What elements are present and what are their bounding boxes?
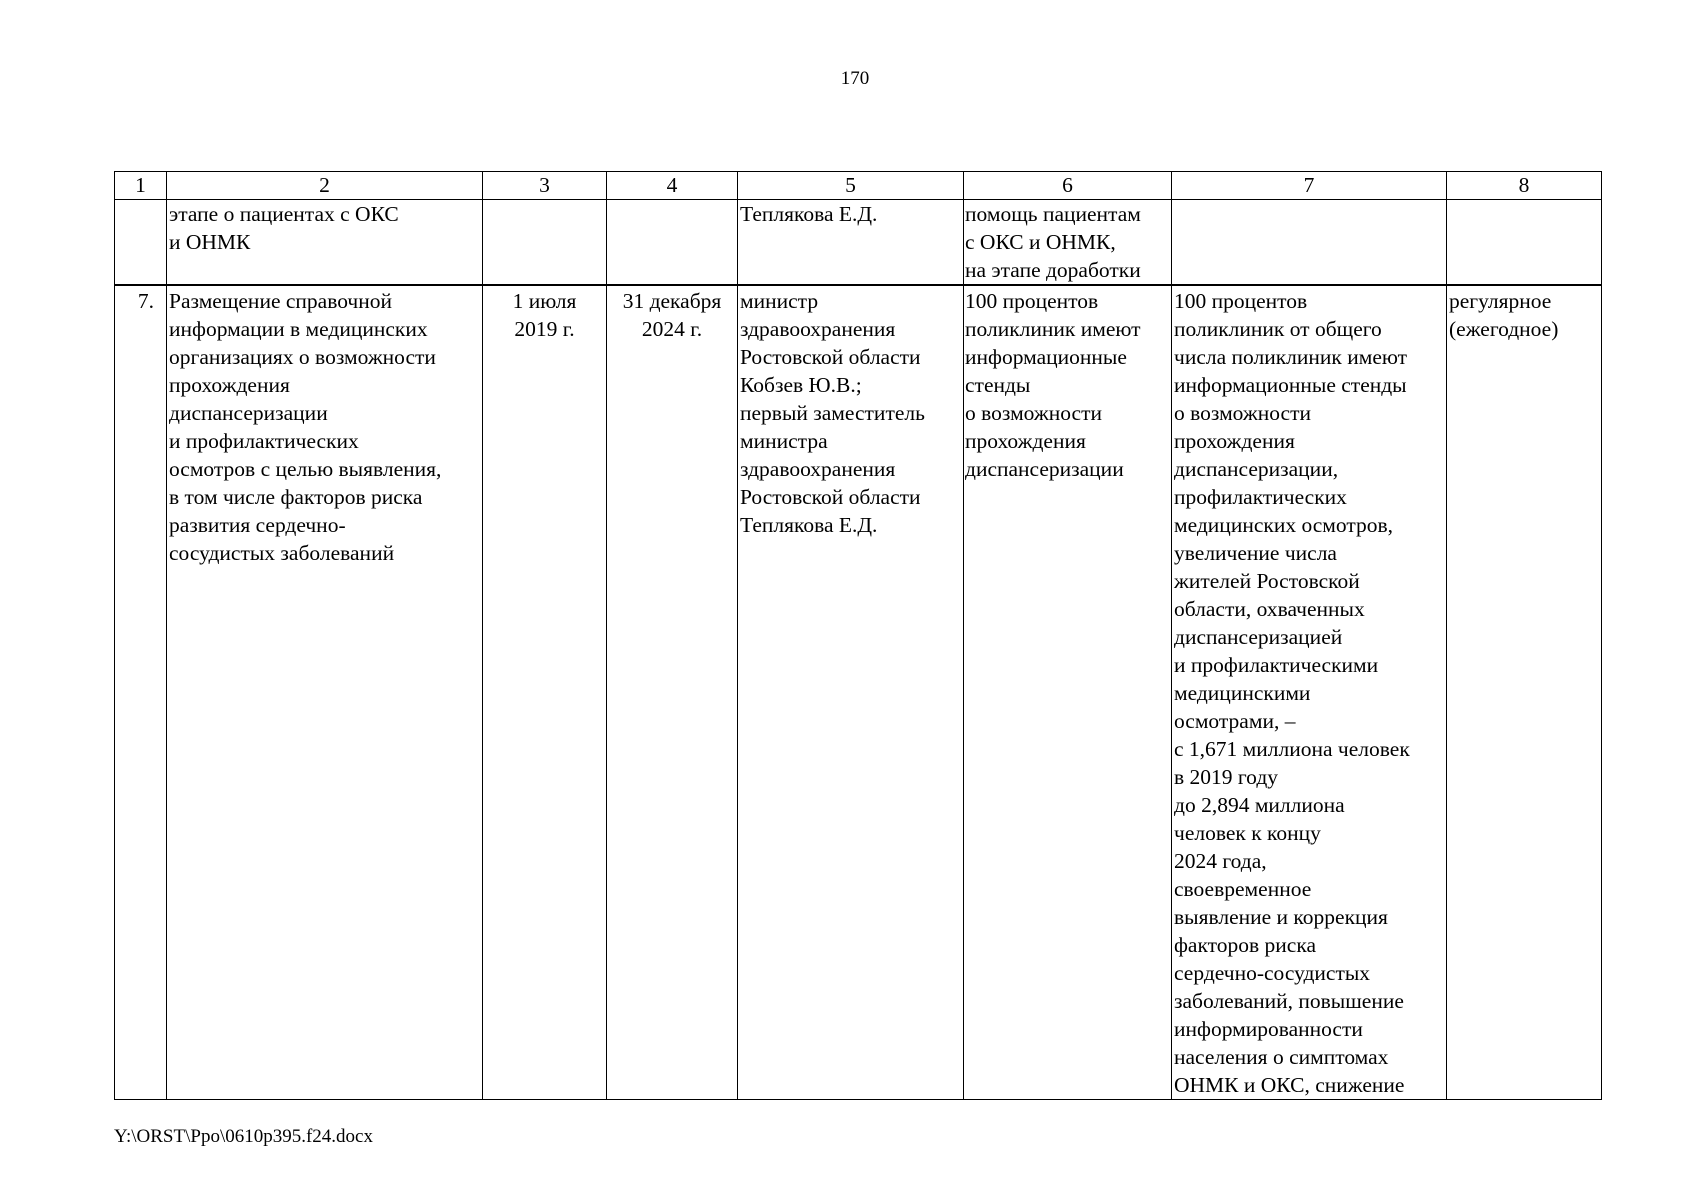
cell-indicator: помощь пациентам с ОКС и ОНМК, на этапе доработки bbox=[964, 200, 1172, 286]
cell-start-date: 1 июля 2019 г. bbox=[483, 285, 607, 1100]
table-row-7 bbox=[115, 285, 1602, 1100]
column-number-5: 5 bbox=[738, 172, 964, 200]
column-number-4: 4 bbox=[607, 172, 738, 200]
cell-number: 7. bbox=[115, 285, 167, 1100]
cell-measure: Размещение справочной информации в медицинских организациях о возможности прохождения диспансеризации и профилактических осмотров с целью выявления, в том числе факторов риска развития сердечно- сосудистых заболеваний bbox=[167, 285, 483, 1100]
column-number-row bbox=[115, 172, 1602, 200]
cell-number bbox=[115, 200, 167, 286]
cell-periodicity bbox=[1447, 200, 1602, 286]
column-number-3: 3 bbox=[483, 172, 607, 200]
cell-measure: этапе о пациентах с ОКС и ОНМК bbox=[167, 200, 483, 286]
measures-table bbox=[114, 171, 1602, 1100]
column-number-8: 8 bbox=[1447, 172, 1602, 200]
cell-result bbox=[1172, 200, 1447, 286]
cell-start-date bbox=[483, 200, 607, 286]
cell-end-date bbox=[607, 200, 738, 286]
column-number-2: 2 bbox=[167, 172, 483, 200]
column-number-7: 7 bbox=[1172, 172, 1447, 200]
cell-indicator: 100 процентов поликлиник имеют информационные стенды о возможности прохождения диспансеризации bbox=[964, 285, 1172, 1100]
cell-end-date: 31 декабря 2024 г. bbox=[607, 285, 738, 1100]
column-number-1: 1 bbox=[115, 172, 167, 200]
footer-file-path: Y:\ORST\Ppo\0610p395.f24.docx bbox=[114, 1126, 373, 1147]
page-number: 170 bbox=[840, 68, 870, 89]
cell-responsible: министр здравоохранения Ростовской области Кобзев Ю.В.; первый заместитель министра здравоохранения Ростовской области Теплякова Е.Д. bbox=[738, 285, 964, 1100]
cell-result: 100 процентов поликлиник от общего числа поликлиник имеют информационные стенды о возможности прохождения диспансеризации, профилактических медицинских осмотров, увеличение числа жителей Ростовской области, охваченных диспансеризацией и профилактическими медицинскими осмотрами, – с 1,671 миллиона человек в 2019 году до 2,894 миллиона человек к концу 2024 года, своевременное выявление и коррекция факторов риска сердечно-сосудистых заболеваний, повышение информированности населения о симптомах ОНМК и ОКС, снижение bbox=[1172, 285, 1447, 1100]
column-number-6: 6 bbox=[964, 172, 1172, 200]
table-row-continuation bbox=[115, 200, 1602, 286]
cell-responsible: Теплякова Е.Д. bbox=[738, 200, 964, 286]
cell-periodicity: регулярное (ежегодное) bbox=[1447, 285, 1602, 1100]
